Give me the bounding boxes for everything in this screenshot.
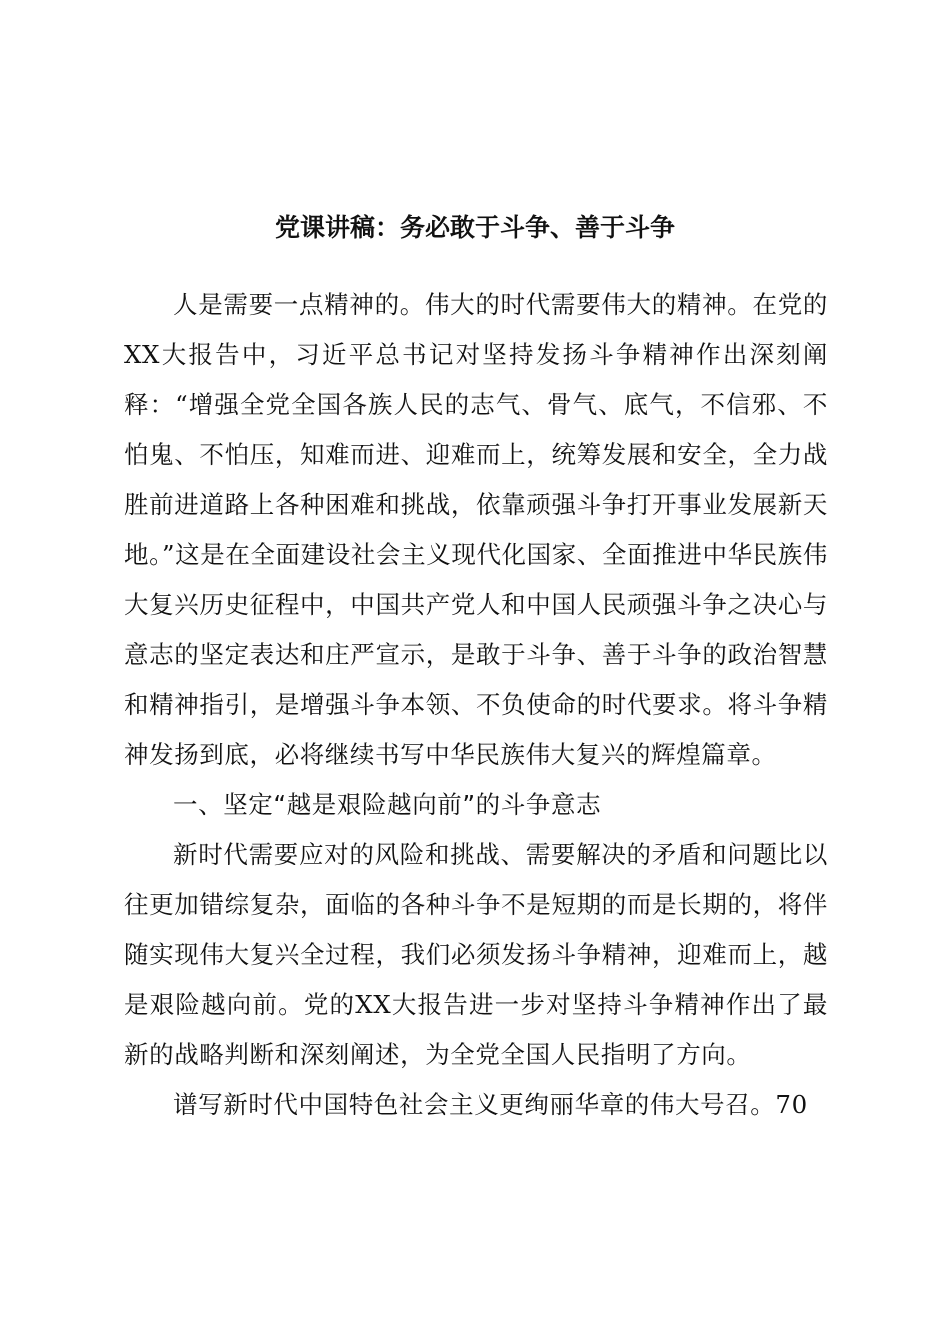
section-paragraph: 谱写新时代中国特色社会主义更绚丽华章的伟大号召。70 — [173, 1090, 808, 1119]
section-paragraph: 新时代需要应对的风险和挑战、需要解决的矛盾和问题比以往更加错综复杂，面临的各种斗争不是短期的而是长期的，将伴随实现伟大复兴全过程，我们必须发扬斗争精神，迎难而上，越是艰险越向前。党的XX大报告进一步对坚持斗争精神作出了最新的战略判断和深刻阐述，为全党全国人民指明了方向。 — [124, 840, 828, 1069]
section-heading: 一、坚定“越是艰险越向前”的斗争意志 — [173, 790, 602, 819]
intro-paragraph: 人是需要一点精神的。伟大的时代需要伟大的精神。在党的XX大报告中，习近平总书记对坚持发扬斗争精神作出深刻阐释：“增强全党全国各族人民的志气、骨气、底气，不信邪、不怕鬼、不怕压，知难而进、迎难而上，统筹发展和安全，全力战胜前进道路上各种困难和挑战，依靠顽强斗争打开事业发展新天地。”这是在全面建设社会主义现代化国家、全面推进中华民族伟大复兴历史征程中，中国共产党人和中国人民顽强斗争之决心与意志的坚定表达和庄严宣示，是敢于斗争、善于斗争的政治智慧和精神指引，是增强斗争本领、不负使命的时代要求。将斗争精神发扬到底，必将继续书写中华民族伟大复兴的辉煌篇章。 — [124, 290, 828, 769]
document-title: 党课讲稿：务必敢于斗争、善于斗争 — [274, 213, 675, 242]
document-body — [124, 280, 828, 1130]
